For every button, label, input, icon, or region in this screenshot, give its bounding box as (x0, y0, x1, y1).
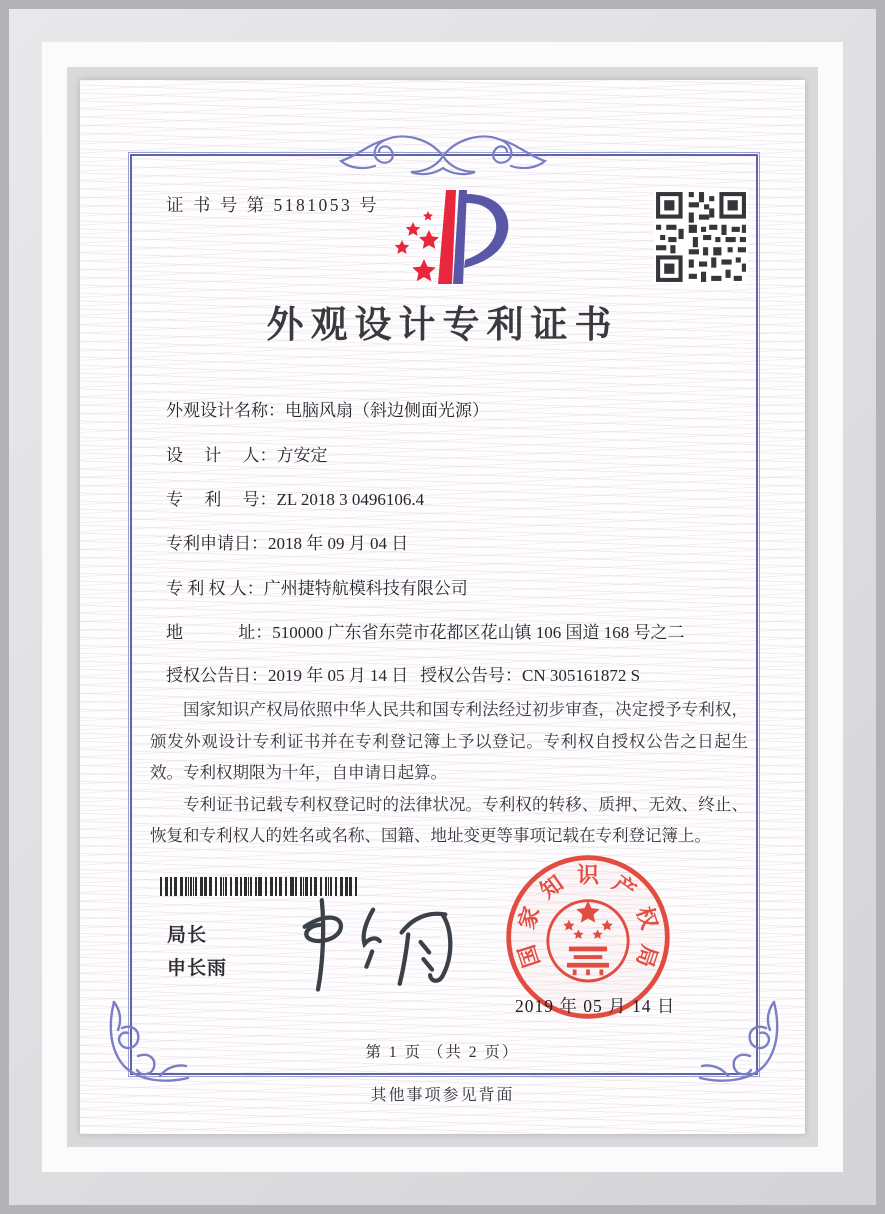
legal-paragraph-2: 专利证书记载专利权登记时的法律状况。专利权的转移、质押、无效、终止、恢复和专利权人的姓名或名称、国籍、地址变更等事项记载在专利登记簿上。 (150, 794, 748, 845)
svg-text:国: 国 (513, 941, 545, 971)
svg-text:权: 权 (631, 903, 663, 933)
director-signature (280, 886, 470, 998)
director-block (167, 919, 227, 985)
svg-text:局: 局 (631, 941, 663, 971)
director-name: 申长雨 (167, 958, 228, 979)
field-patent-number: 专 利 号：ZL 2018 3 0496106.4 (166, 490, 425, 509)
top-flourish-ornament (333, 128, 553, 180)
legal-paragraph-1: 国家知识产权局依照中华人民共和国专利法经过初步审查，决定授予专利权，颁发外观设计专利证书并在专利登记簿上予以登记。专利权自授权公告之日起生效。专利权期限为十年，自申请日起算。 (150, 700, 748, 782)
seal-date: 2019 年 05 月 14 日 (515, 996, 676, 1016)
field-application-date: 专利申请日：2018 年 09 月 04 日 (166, 534, 409, 553)
field-design-name: 外观设计名称：电脑风扇（斜边侧面光源） (166, 401, 489, 420)
svg-text:识: 识 (577, 862, 599, 888)
svg-text:知: 知 (535, 870, 568, 904)
certificate-title: 外观设计专利证书 (266, 305, 619, 346)
field-designer: 设 计 人：方安定 (166, 446, 328, 465)
cnipa-logo-icon (386, 184, 518, 298)
field-grant-number: 授权公告号：CN 305161872 S (420, 666, 641, 685)
svg-text:家: 家 (513, 903, 545, 933)
svg-text:产: 产 (608, 870, 641, 904)
legal-text (150, 694, 748, 852)
field-address: 地 址：510000 广东省东莞市花都区花山镇 106 国道 168 号之二 (166, 623, 685, 642)
field-grant-date: 授权公告日：2019 年 05 月 14 日 (166, 666, 409, 685)
footer-note: 其他事项参见背面 (370, 1087, 515, 1104)
qr-code-icon (654, 190, 748, 284)
page-indicator: 第 1 页 （共 2 页） (365, 1044, 520, 1061)
field-patentee: 专 利 权 人：广州捷特航模科技有限公司 (166, 579, 468, 598)
director-title: 局长 (167, 925, 208, 946)
certificate-number: 证 书 号 第 5181053 号 (166, 195, 380, 215)
